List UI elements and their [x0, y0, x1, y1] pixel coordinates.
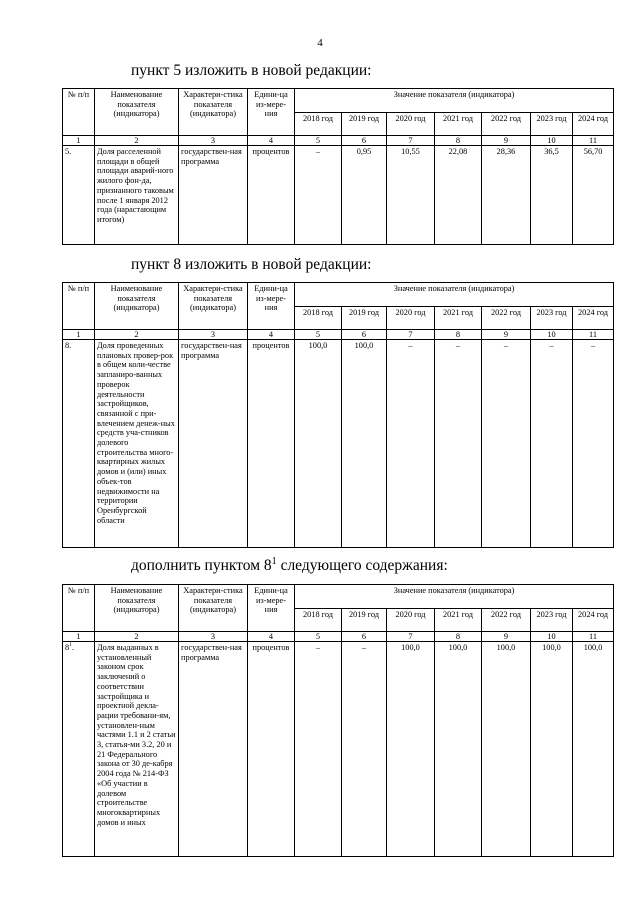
page-number: 4	[317, 37, 323, 49]
heading-rest: следующего содержания:	[276, 557, 448, 574]
row-name: Доля проведенных плановых провер-рок в общем коли-честве запланиро-ванных проверок деятельности застройщиков, связанной с при-влечением денеж-ных средств уча-стников долевого строительства много-квартирных жилых домов и (или) иных объек-тов недвижимости на территории Оренбургской области	[95, 340, 179, 548]
header-year: 2022 год	[482, 112, 531, 136]
row-value: –	[295, 146, 342, 245]
row-value: 100,0	[342, 340, 387, 548]
col-number: 6	[342, 136, 387, 146]
row-unit: процентов	[248, 146, 295, 245]
header-year: 2019 год	[342, 112, 387, 136]
section-heading-8-1	[0, 557, 640, 575]
col-number: 4	[248, 632, 295, 642]
header-year: 2023 год	[531, 112, 573, 136]
row-unit: процентов	[248, 340, 295, 548]
header-year: 2020 год	[387, 306, 435, 330]
row-name: Доля расселенной площади в общей площади аварий-ного жилого фон-да, признанного таковым после 1 января 2012 года (нарастающим итогом)	[95, 146, 179, 245]
row-value: 28,36	[482, 146, 531, 245]
section-heading-8: пункт 8 изложить в новой редакции:	[131, 256, 372, 273]
row-value: 100,0	[573, 642, 614, 857]
row-value: 100,0	[435, 642, 482, 857]
col-number: 7	[387, 330, 435, 340]
col-number: 8	[435, 136, 482, 146]
col-number: 10	[531, 136, 573, 146]
row-value: 0,95	[342, 146, 387, 245]
col-number: 8	[435, 632, 482, 642]
indicator-table-8	[62, 282, 614, 548]
header-unit: Едини-ца из-мере-ния	[248, 283, 295, 330]
col-number: 2	[95, 330, 179, 340]
col-number: 10	[531, 632, 573, 642]
indicator-table-5	[62, 88, 614, 245]
col-number: 9	[482, 330, 531, 340]
header-year: 2022 год	[482, 306, 531, 330]
header-year: 2021 год	[435, 112, 482, 136]
header-name: Наименование показателя (индикатора)	[95, 585, 179, 632]
col-number: 3	[179, 330, 248, 340]
row-char: государствен-ная программа	[179, 146, 248, 245]
header-year: 2023 год	[531, 306, 573, 330]
row-value: –	[435, 340, 482, 548]
header-year: 2018 год	[295, 306, 342, 330]
row-value: 56,70	[573, 146, 614, 245]
row-value: –	[387, 340, 435, 548]
row-value: –	[531, 340, 573, 548]
row-value: 100,0	[387, 642, 435, 857]
header-num: № п/п	[63, 283, 95, 330]
row-char: государствен-ная программа	[179, 340, 248, 548]
header-year: 2021 год	[435, 608, 482, 632]
col-number: 1	[63, 632, 95, 642]
row-value: –	[573, 340, 614, 548]
col-number: 11	[573, 330, 614, 340]
header-num: № п/п	[63, 585, 95, 632]
row-value: 10,55	[387, 146, 435, 245]
header-year: 2024 год	[573, 112, 614, 136]
header-year: 2022 год	[482, 608, 531, 632]
col-number: 2	[95, 632, 179, 642]
col-number: 2	[95, 136, 179, 146]
row-value: 22,08	[435, 146, 482, 245]
header-year: 2018 год	[295, 608, 342, 632]
col-number: 8	[435, 330, 482, 340]
row-value: –	[482, 340, 531, 548]
header-unit: Едини-ца из-мере-ния	[248, 89, 295, 136]
header-year: 2018 год	[295, 112, 342, 136]
col-number: 11	[573, 632, 614, 642]
col-number: 5	[295, 136, 342, 146]
col-number: 7	[387, 632, 435, 642]
row-num-rest: .	[71, 643, 74, 652]
row-num	[63, 642, 95, 857]
header-year: 2021 год	[435, 306, 482, 330]
row-value: 100,0	[295, 340, 342, 548]
col-number: 9	[482, 136, 531, 146]
header-year: 2019 год	[342, 608, 387, 632]
header-values-title: Значение показателя (индикатора)	[295, 585, 614, 609]
header-char: Характери-стика показателя (индикатора)	[179, 283, 248, 330]
col-number: 11	[573, 136, 614, 146]
heading-main: дополнить пунктом 8	[131, 557, 272, 574]
col-number: 5	[295, 632, 342, 642]
row-num: 8.	[63, 340, 95, 548]
col-number: 4	[248, 136, 295, 146]
header-values-title: Значение показателя (индикатора)	[295, 283, 614, 307]
header-name: Наименование показателя (индикатора)	[95, 89, 179, 136]
table-row	[63, 340, 614, 548]
header-values-title: Значение показателя (индикатора)	[295, 89, 614, 113]
row-value: –	[342, 642, 387, 857]
table-row	[63, 146, 614, 245]
header-name: Наименование показателя (индикатора)	[95, 283, 179, 330]
col-number: 6	[342, 330, 387, 340]
row-value: 100,0	[482, 642, 531, 857]
header-year: 2024 год	[573, 608, 614, 632]
header-char: Характери-стика показателя (индикатора)	[179, 585, 248, 632]
col-number: 3	[179, 136, 248, 146]
table-row	[63, 642, 614, 857]
row-value: –	[295, 642, 342, 857]
row-char: государствен-ная программа	[179, 642, 248, 857]
row-unit: процентов	[248, 642, 295, 857]
col-number: 1	[63, 136, 95, 146]
header-year: 2023 год	[531, 608, 573, 632]
col-number: 3	[179, 632, 248, 642]
section-heading-5: пункт 5 изложить в новой редакции:	[131, 62, 372, 79]
row-name: Доля выданных в установленный законом срок заключений о соответствии застройщика и проектной декла-рации требовани-ям, установлен-ным частями 1.1 и 2 статьи 3, статья-ми 3.2, 20 и 21 Федерального закона от 30 де-кабря 2004 года № 214-ФЗ «Об участии в долевом строительстве многоквартирных домов и иных	[95, 642, 179, 857]
indicator-table-8-1	[62, 584, 614, 857]
col-number: 10	[531, 330, 573, 340]
header-year: 2024 год	[573, 306, 614, 330]
col-number: 4	[248, 330, 295, 340]
col-number: 7	[387, 136, 435, 146]
header-char: Характери-стика показателя (индикатора)	[179, 89, 248, 136]
row-num-main: 8	[65, 643, 70, 652]
col-number: 9	[482, 632, 531, 642]
header-unit: Едини-ца из-мере-ния	[248, 585, 295, 632]
heading-superscript: 1	[271, 555, 277, 567]
row-value: 100,0	[531, 642, 573, 857]
col-number: 1	[63, 330, 95, 340]
header-year: 2020 год	[387, 112, 435, 136]
row-value: 36,5	[531, 146, 573, 245]
col-number: 5	[295, 330, 342, 340]
row-num-superscript: 1	[69, 642, 72, 649]
col-number: 6	[342, 632, 387, 642]
header-num: № п/п	[63, 89, 95, 136]
header-year: 2020 год	[387, 608, 435, 632]
row-num: 5.	[63, 146, 95, 245]
header-year: 2019 год	[342, 306, 387, 330]
